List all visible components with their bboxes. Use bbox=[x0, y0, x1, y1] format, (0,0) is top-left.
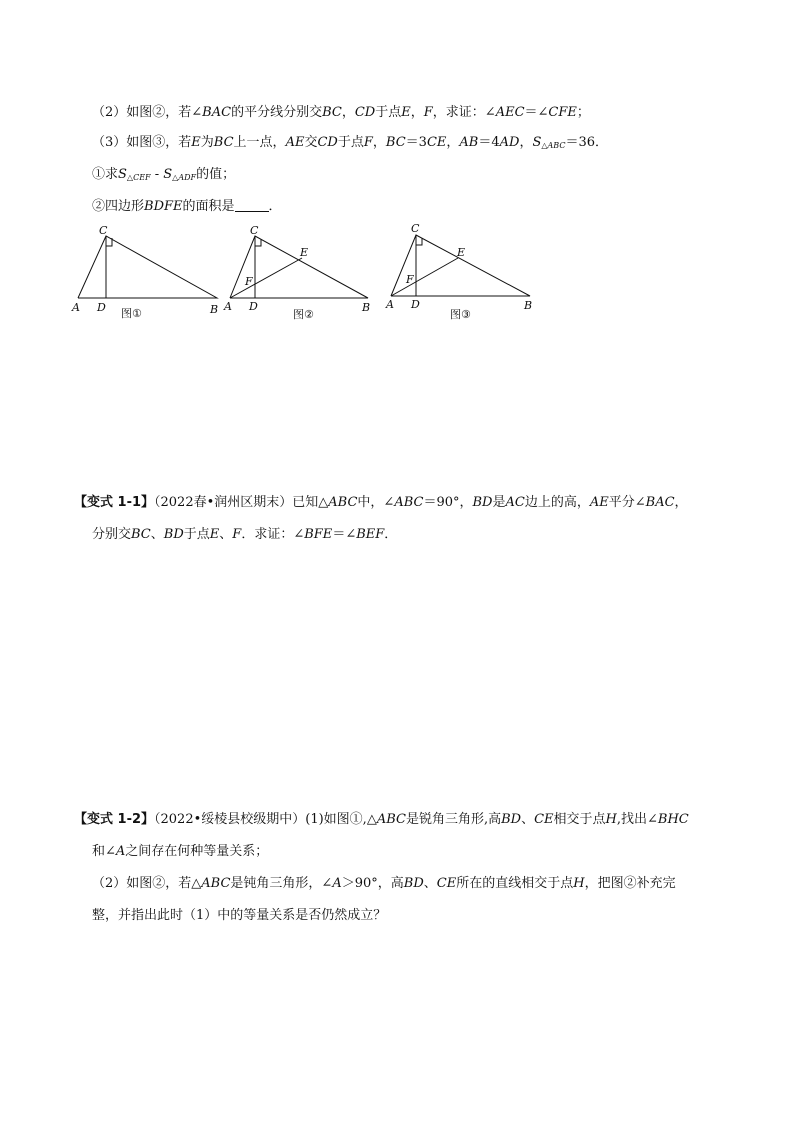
fig3-label-e: E bbox=[457, 246, 466, 259]
variant-1-2-line-3: （2）如图②，若△ABC是钝角三角形，∠A＞90°，高BD、CE所在的直线相交于点H，把图②补充完 bbox=[92, 876, 676, 891]
fig2-label-a: A bbox=[224, 300, 232, 313]
fig3-caption: 图③ bbox=[450, 308, 471, 321]
figure-1 bbox=[78, 236, 217, 298]
variant-1-2-line-4: 整，并指出此时（1）中的等量关系是否仍然成立？ bbox=[92, 908, 387, 923]
fig3-label-d: D bbox=[411, 298, 420, 311]
fig3-label-f: F bbox=[406, 273, 414, 286]
figure-3 bbox=[391, 235, 530, 296]
variant-1-1-tag: 【变式 1-1】 bbox=[74, 495, 155, 510]
variant-1-2-line-2: 和∠A之间存在何种等量关系； bbox=[92, 844, 269, 859]
fig2-label-c: C bbox=[250, 224, 259, 237]
fig1-label-a: A bbox=[72, 301, 80, 314]
figure-2 bbox=[230, 236, 368, 298]
fig1-label-b: B bbox=[210, 303, 219, 316]
part3-line: （3）如图③，若E为BC上一点，AE交CD于点F，BC＝3CE，AB＝4AD，$S_{\triangle ABC}=36$． bbox=[92, 135, 608, 150]
fig1-label-d: D bbox=[97, 301, 106, 314]
answer-blank[interactable] bbox=[235, 199, 269, 212]
fig3-label-c: C bbox=[411, 222, 420, 235]
fig2-label-b: B bbox=[362, 301, 371, 314]
variant-1-1-line-2: 分别交BC、BD于点E、F．求证：∠BFE＝∠BEF． bbox=[92, 527, 398, 542]
fig3-label-a: A bbox=[386, 298, 394, 311]
sub-question-2: ②四边形BDFE的面积是 ． bbox=[92, 199, 282, 214]
fig1-caption: 图① bbox=[121, 307, 142, 320]
variant-1-1-line-1: 【变式 1-1】（2022春•润州区期末）已知△ABC中，∠ABC＝90°，BD是AC边上的高，AE平分∠BAC， bbox=[74, 495, 688, 510]
sub-question-1: ①求$S_{\triangle CEF} - S_{\triangle ADF}$的值； bbox=[92, 167, 236, 182]
fig2-label-e: E bbox=[300, 246, 309, 259]
variant-1-2-line-1: 【变式 1-2】（2022•绥棱县校级期中）(1)如图①,△ABC是锐角三角形,高BD、CE相交于点H,找出∠BHC bbox=[74, 812, 689, 827]
fig2-label-f: F bbox=[245, 275, 253, 288]
fig2-label-d: D bbox=[249, 300, 258, 313]
variant-1-2-tag: 【变式 1-2】 bbox=[74, 812, 155, 827]
fig2-caption: 图② bbox=[293, 308, 314, 321]
part2-line: （2）如图②，若∠BAC的平分线分别交BC，CD于点E，F，求证：∠AEC＝∠CFE； bbox=[92, 105, 590, 120]
fig1-label-c: C bbox=[99, 224, 108, 237]
fig3-label-b: B bbox=[524, 299, 533, 312]
figures-row bbox=[0, 218, 794, 338]
